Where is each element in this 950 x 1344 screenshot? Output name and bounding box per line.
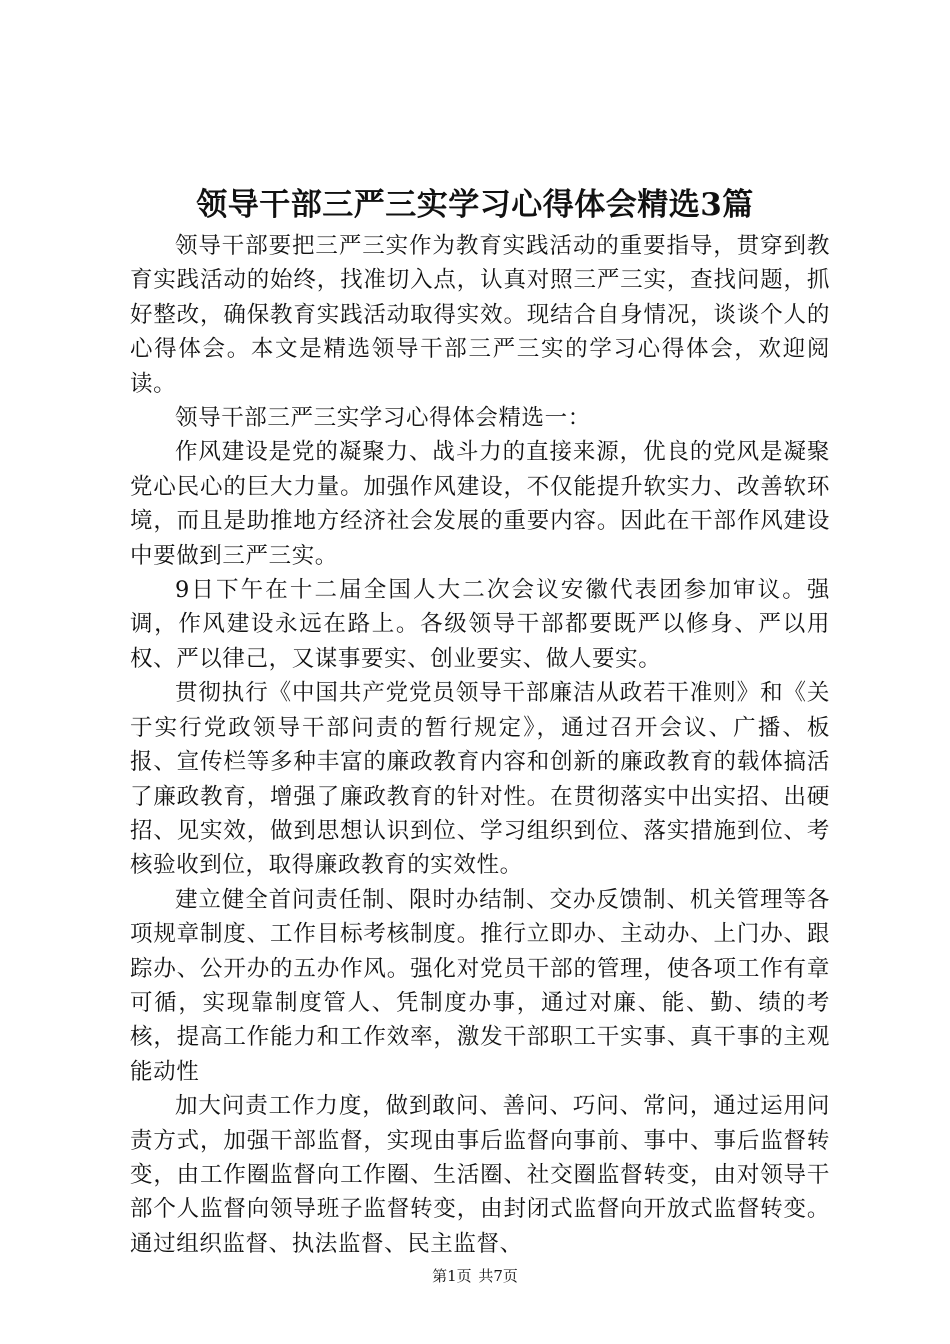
document-title: 领导干部三严三实学习心得体会精选3篇 (196, 187, 754, 223)
paragraph: 9日下午在十二届全国人大二次会议安徽代表团参加审议。强调，作风建设永远在路上。各级领导干部都要既严以修身、严以用权、严以律己，又谋事要实、创业要实、做人要实。 (130, 577, 830, 672)
paragraph-intro: 领导干部要把三严三实作为教育实践活动的重要指导，贯穿到教育实践活动的始终，找准切入点，认真对照三严三实，查找问题，抓好整改，确保教育实践活动取得实效。现结合自身情况，谈谈个人的心得体会。本文是精选领导干部三严三实的学习心得体会，欢迎阅读。 (130, 233, 830, 397)
paragraph-section-heading: 领导干部三严三实学习心得体会精选一： (175, 405, 591, 432)
document-body (130, 229, 830, 1261)
paragraph: 贯彻执行《中国共产党党员领导干部廉洁从政若干准则》和《关于实行党政领导干部问责的暂行规定》，通过召开会议、广播、板报、宣传栏等多种丰富的廉政教育内容和创新的廉政教育的载体搞活了廉政教育，增强了廉政教育的针对性。在贯彻落实中出实招、出硬招、见实效，做到思想认识到位、学习组织到位、落实措施到位、考核验收到位，取得廉政教育的实效性。 (130, 680, 830, 879)
paragraph: 建立健全首问责任制、限时办结制、交办反馈制、机关管理等各项规章制度、工作目标考核制度。推行立即办、主动办、上门办、跟踪办、公开办的五办作风。强化对党员干部的管理，使各项工作有章可循，实现靠制度管人、凭制度办事，通过对廉、能、勤、绩的考核，提高工作能力和工作效率，激发干部职工干实事、真干事的主观能动性 (130, 886, 830, 1085)
paragraph: 加大问责工作力度，做到敢问、善问、巧问、常问，通过运用问责方式，加强干部监督，实现由事后监督向事前、事中、事后监督转变，由工作圈监督向工作圈、生活圈、社交圈监督转变，由对领导干部个人监督向领导班子监督转变，由封闭式监督向开放式监督转变。通过组织监督、执法监督、民主监督、 (130, 1093, 830, 1257)
paragraph: 作风建设是党的凝聚力、战斗力的直接来源，优良的党风是凝聚党心民心的巨大力量。加强作风建设，不仅能提升软实力、改善软环境，而且是助推地方经济社会发展的重要内容。因此在干部作风建设中要做到三严三实。 (130, 439, 830, 569)
page-footer: 第1页 共7页 (432, 1267, 518, 1285)
